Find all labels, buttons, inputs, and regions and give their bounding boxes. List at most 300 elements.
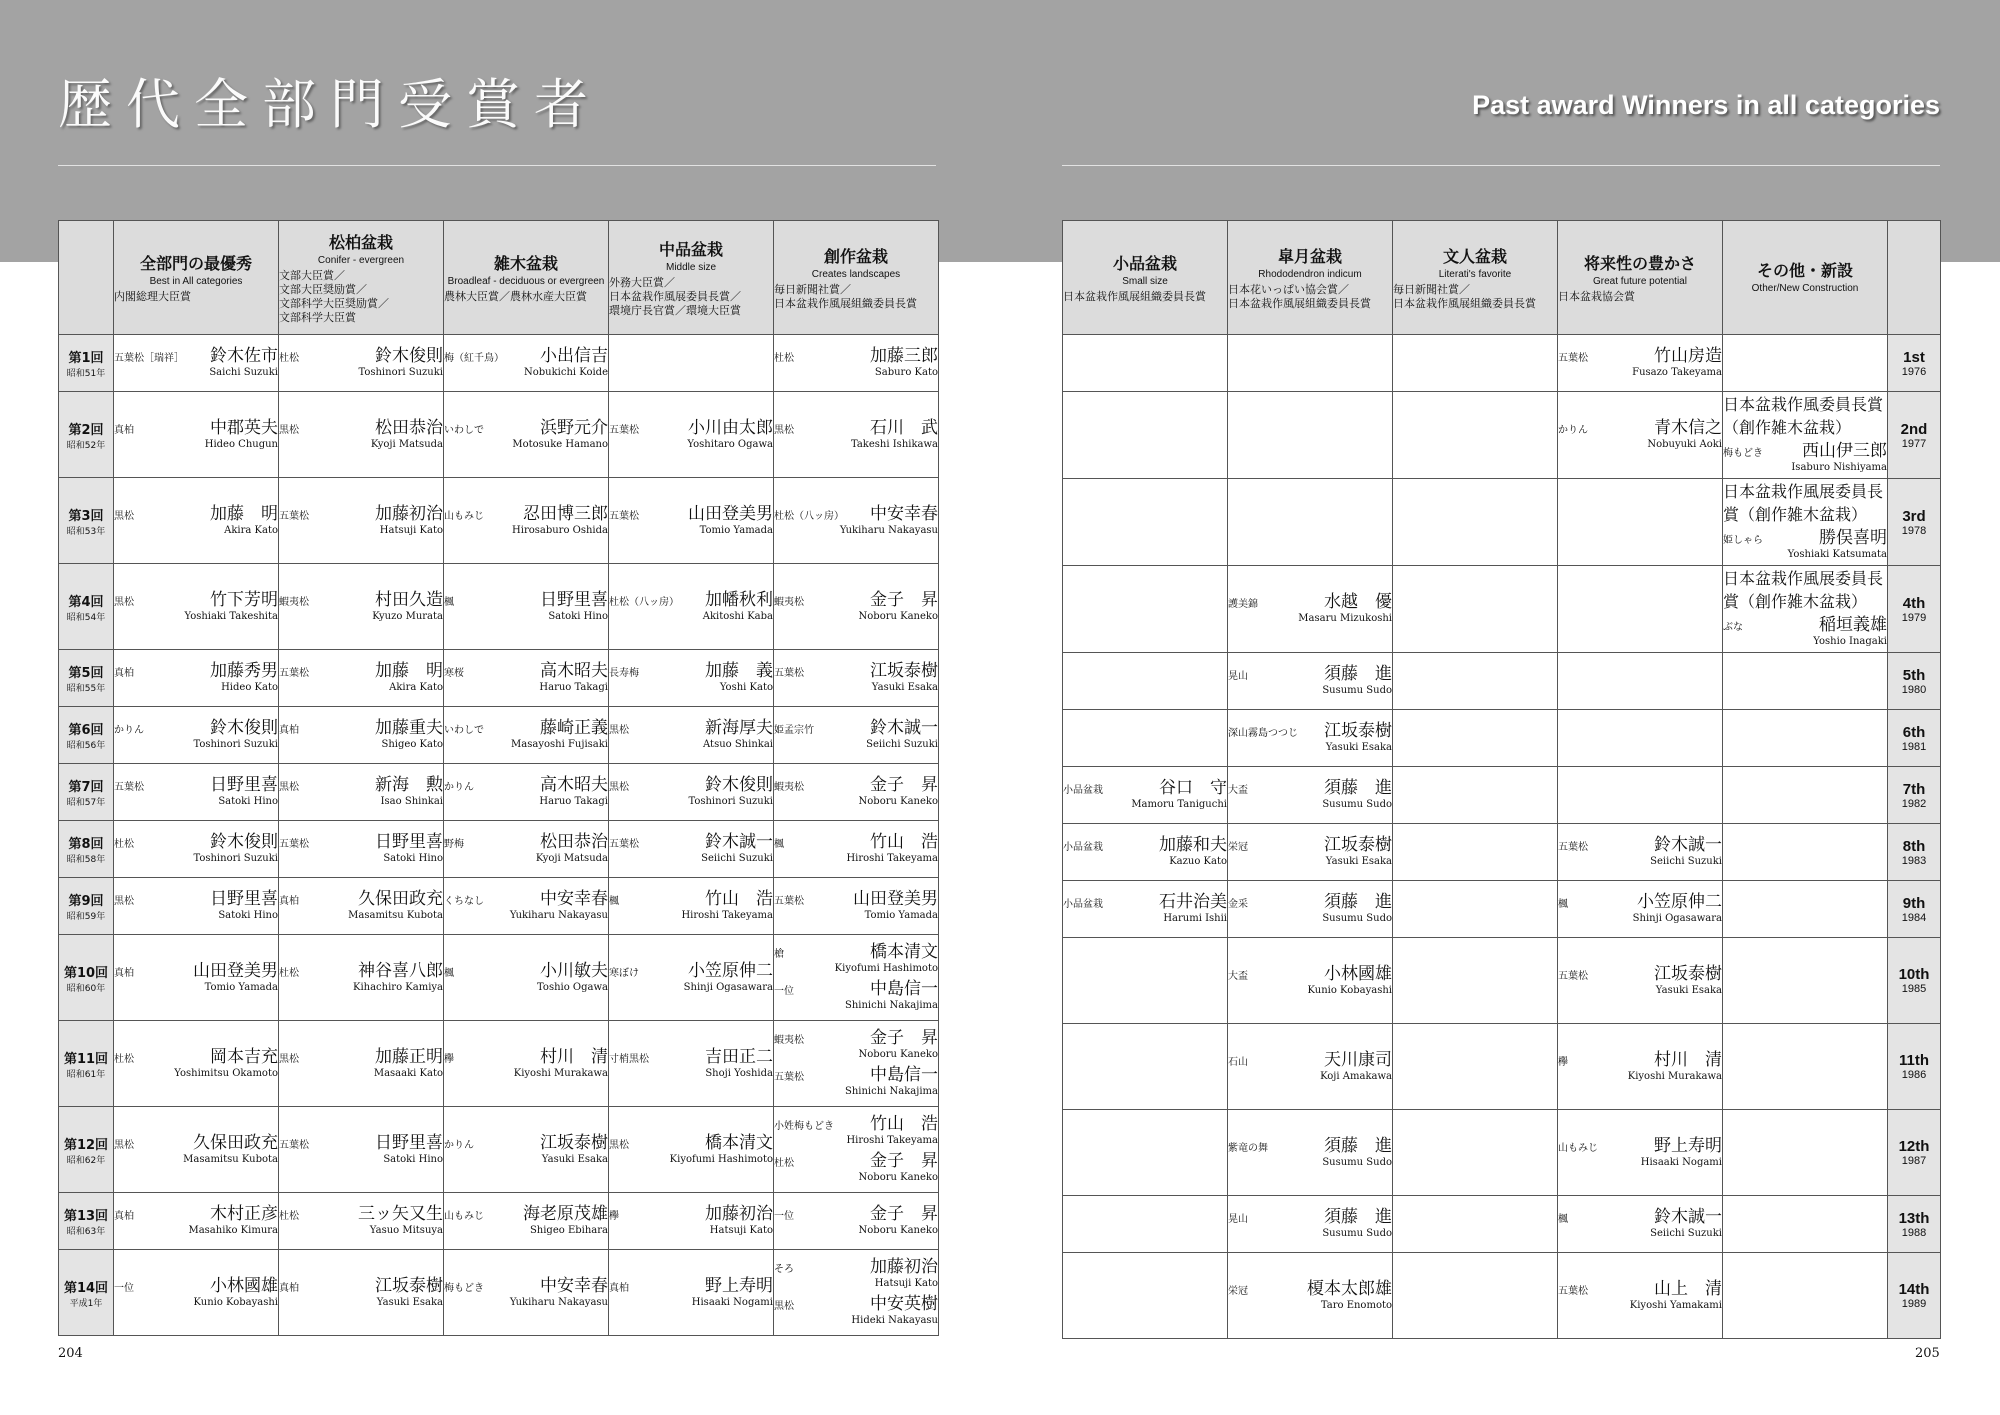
category-title-en: Other/New Construction <box>1751 283 1859 294</box>
round-number: 第2回 <box>68 422 104 438</box>
winner-entry <box>444 661 608 695</box>
winner-romaji: Shigeo Ebihara <box>529 1225 608 1236</box>
table-row <box>1063 824 1941 881</box>
winner-name: 水越 優 <box>1324 592 1392 612</box>
winner-romaji: Toshinori Suzuki <box>358 367 443 378</box>
category-title-en: Great future potential <box>1593 276 1687 287</box>
tree-species: 五葉松 <box>279 510 309 522</box>
winner-romaji: Akira Kato <box>224 524 278 536</box>
winner-romaji: Toshinori Suzuki <box>193 853 278 864</box>
category-header <box>1393 221 1558 335</box>
tree-species: 黒松 <box>279 424 299 436</box>
winner-entry <box>1228 1136 1392 1170</box>
winner-entry <box>1063 892 1227 926</box>
tree-species: 石山 <box>1228 1056 1248 1068</box>
winner-name: 松田恭治 <box>375 417 443 438</box>
winner-romaji: Takeshi Ishikawa <box>850 438 938 450</box>
winner-entry <box>114 961 278 995</box>
winner-romaji: Yukiharu Nakayasu <box>509 1296 608 1308</box>
winner-romaji: Yasuo Mitsuya <box>369 1225 443 1236</box>
tree-species: 黒松 <box>279 1053 299 1065</box>
award-cell <box>1723 1110 1888 1196</box>
winner-romaji: Masayoshi Fujisaki <box>511 739 608 750</box>
award-cell <box>1228 824 1393 881</box>
special-award-name: 日本盆栽作風展委員長賞 <box>1723 569 1884 611</box>
table-row <box>59 764 939 821</box>
round-year: 1984 <box>1901 911 1927 924</box>
tree-species: 黒松 <box>114 510 134 522</box>
tree-species: 小姓梅もどき <box>774 1121 834 1132</box>
tree-species: 黒松 <box>114 596 134 608</box>
round-era: 昭和62年 <box>66 1155 106 1166</box>
winner-name: 木村正彦 <box>210 1204 278 1224</box>
winner-entry <box>444 775 608 809</box>
tree-species: 山もみじ <box>1558 1142 1598 1154</box>
winner-entry <box>1228 1279 1392 1313</box>
award-cell <box>774 1250 939 1336</box>
winner-name: 鈴木俊則 <box>705 775 773 795</box>
winner-romaji: Seiichi Suzuki <box>1650 856 1722 867</box>
award-cell <box>1228 1253 1393 1339</box>
tree-species: 山もみじ <box>444 1211 484 1222</box>
tree-species: 真柏 <box>114 668 134 679</box>
winner-romaji: Yoshimitsu Okamoto <box>174 1067 278 1079</box>
tree-species: 梅もどき <box>1723 448 1763 459</box>
winner-name: 金子 昇 <box>870 589 938 610</box>
round-label-jp <box>59 707 114 764</box>
tree-species: 真柏 <box>114 424 134 436</box>
winner-romaji: Kazuo Kato <box>1169 856 1227 867</box>
category-award: 毎日新聞社賞／ 日本盆栽作風展組織委員長賞 <box>774 283 917 310</box>
winner-romaji: Yasuki Esaka <box>1655 984 1722 996</box>
award-cell <box>1063 653 1228 710</box>
winner-romaji: Noboru Kaneko <box>858 796 938 807</box>
winner-entry <box>444 1133 608 1167</box>
winner-romaji: Yoshitaro Ogawa <box>687 438 773 450</box>
winner-name: 中安幸春 <box>540 1275 608 1296</box>
round-label-en <box>1888 392 1941 479</box>
winner-entry <box>774 1204 938 1238</box>
winner-entry <box>1063 778 1227 812</box>
winner-romaji: Yoshio Inagaki <box>1813 636 1887 647</box>
category-title-en: Literati's favorite <box>1438 269 1512 280</box>
tree-species: 欅 <box>1558 1056 1568 1068</box>
table-row <box>1063 392 1941 479</box>
category-title-en: Middle size <box>665 262 717 273</box>
winner-romaji: Isaburo Nishiyama <box>1791 462 1887 473</box>
winner-romaji: Hideo Kato <box>221 682 278 693</box>
tree-species: 梅もどき <box>444 1282 484 1294</box>
winner-entry <box>1558 1279 1722 1313</box>
tree-species: 蝦夷松 <box>774 596 804 608</box>
winner-name: 加幡秋利 <box>705 589 773 610</box>
award-cell <box>279 707 444 764</box>
winner-entry <box>444 346 608 380</box>
winner-entry <box>1558 892 1722 926</box>
winner-romaji: Yukiharu Nakayasu <box>509 910 608 921</box>
tree-species: 小品盆栽 <box>1063 785 1103 796</box>
winner-entry <box>114 832 278 866</box>
table-row <box>1063 1253 1941 1339</box>
award-cell <box>114 821 279 878</box>
winner-romaji: Masamitsu Kubota <box>183 1153 278 1165</box>
winner-romaji: Yasuki Esaka <box>871 682 938 693</box>
winner-romaji: Kunio Kobayashi <box>193 1296 278 1308</box>
award-cell <box>114 1250 279 1336</box>
round-label-en <box>1888 335 1941 392</box>
award-cell <box>444 392 609 478</box>
round-number: 第5回 <box>68 666 104 681</box>
winner-name: 江坂泰樹 <box>1324 721 1392 741</box>
tree-species: 楓 <box>1558 1214 1568 1225</box>
category-title-jp: 全部門の最優秀 <box>139 254 252 273</box>
winner-name: 須藤 進 <box>1324 1135 1392 1156</box>
tree-species: 真柏 <box>279 896 299 907</box>
award-cell <box>1063 767 1228 824</box>
tree-species: 欅 <box>444 1053 454 1065</box>
award-cell <box>609 707 774 764</box>
winner-romaji: Harumi Ishii <box>1163 913 1227 924</box>
award-cell <box>114 1021 279 1107</box>
round-label-en <box>1888 479 1941 566</box>
tree-species: 大盃 <box>1228 970 1248 982</box>
award-cell <box>1393 1110 1558 1196</box>
category-title-en: Creates landscapes <box>811 269 901 280</box>
winner-entry <box>774 346 938 380</box>
winner-name: 加藤 明 <box>210 503 278 524</box>
tree-species: 五葉松 <box>609 424 639 436</box>
winner-romaji: Akira Kato <box>389 682 443 693</box>
winner-romaji: Hiroshi Takeyama <box>846 853 938 864</box>
winner-name: 村川 清 <box>1654 1049 1722 1070</box>
award-cell <box>114 478 279 564</box>
winner-name: 加藤三郎 <box>870 346 938 366</box>
round-number: 第1回 <box>68 351 104 366</box>
tree-species: 護美錦 <box>1228 599 1258 610</box>
category-title-jp: 松柏盆栽 <box>328 233 393 252</box>
award-cell <box>1723 824 1888 881</box>
winner-entry <box>774 775 938 809</box>
table-row <box>59 392 939 478</box>
winner-entry <box>609 889 773 923</box>
award-cell <box>1063 938 1228 1024</box>
tree-species: 真柏 <box>114 967 134 979</box>
category-title-en: Rhododendron indicum <box>1258 269 1362 280</box>
award-cell <box>444 878 609 935</box>
round-era: 昭和53年 <box>66 526 106 537</box>
award-cell <box>1558 566 1723 653</box>
round-label-en <box>1888 938 1941 1024</box>
award-cell <box>1558 653 1723 710</box>
award-cell <box>444 335 609 392</box>
winner-entry <box>114 346 278 380</box>
winner-name: 江坂泰樹 <box>1654 963 1722 984</box>
tree-species: 杜松（八ッ房） <box>609 596 679 608</box>
winner-name: 小川由太郎 <box>688 417 773 438</box>
award-cell <box>1063 1196 1228 1253</box>
tree-species: 深山霧島つつじ <box>1228 728 1298 739</box>
award-cell <box>279 878 444 935</box>
winner-name: 日野里喜 <box>210 775 278 795</box>
table-row <box>1063 767 1941 824</box>
tree-species: いわしで <box>444 725 484 736</box>
winner-entry <box>114 504 278 538</box>
winner-romaji: Yukiharu Nakayasu <box>839 524 938 536</box>
table-row <box>59 878 939 935</box>
winner-name: 小笠原伸二 <box>688 960 773 981</box>
winner-romaji: Kiyoshi Yamakami <box>1629 1299 1722 1311</box>
round-label-jp <box>59 1193 114 1250</box>
winner-name: 加藤初治 <box>870 1257 938 1277</box>
award-cell <box>1723 653 1888 710</box>
category-header <box>1723 221 1888 335</box>
round-label-jp <box>59 564 114 650</box>
winner-name: 加藤和夫 <box>1159 835 1227 855</box>
winner-romaji: Hisaaki Nogami <box>1640 1156 1722 1168</box>
tree-species: 野梅 <box>444 839 464 850</box>
table-row <box>1063 1110 1941 1196</box>
winner-name: 竹下芳明 <box>210 589 278 610</box>
winner-romaji: Hideki Nakayasu <box>851 1315 938 1326</box>
winner-romaji: Seiichi Suzuki <box>1650 1228 1722 1239</box>
tree-species: 姫しゃら <box>1723 535 1763 546</box>
winner-romaji: Hiroshi Takeyama <box>846 1135 938 1146</box>
winner-name: 小林國雄 <box>210 1275 278 1296</box>
award-cell <box>1558 479 1723 566</box>
winner-entry <box>609 504 773 538</box>
winner-entry <box>609 1047 773 1081</box>
winner-entry <box>279 832 443 866</box>
winner-entry <box>1228 964 1392 998</box>
award-cell <box>114 335 279 392</box>
tree-species: 黒松 <box>774 424 794 436</box>
winner-name: 須藤 進 <box>1324 664 1392 684</box>
tree-species: 五葉松 <box>114 782 144 793</box>
winner-name: 村川 清 <box>540 1046 608 1067</box>
tree-species: 寒桜 <box>444 668 464 679</box>
tree-species: 杜松 <box>279 1211 299 1222</box>
tree-species: 山もみじ <box>444 510 484 522</box>
winner-entry <box>609 832 773 866</box>
award-cell <box>1558 710 1723 767</box>
award-cell <box>1228 653 1393 710</box>
award-cell <box>609 1021 774 1107</box>
round-ordinal: 14th <box>1898 1281 1930 1298</box>
winner-entry <box>609 1276 773 1310</box>
winner-entry <box>774 661 938 695</box>
winner-romaji: Satoki Hino <box>548 610 608 622</box>
round-ordinal: 8th <box>1902 837 1926 855</box>
award-cell <box>1393 392 1558 479</box>
winner-name: 神谷喜八郎 <box>358 960 443 981</box>
winner-entry <box>444 1047 608 1081</box>
award-cell <box>1393 335 1558 392</box>
award-cell <box>609 1193 774 1250</box>
winner-name: 谷口 守 <box>1159 778 1227 798</box>
winner-name: 竹山 浩 <box>705 889 773 909</box>
winner-romaji: Susumu Sudo <box>1322 1156 1392 1168</box>
winner-entry <box>279 1133 443 1167</box>
award-cell <box>279 821 444 878</box>
winner-name: 野上寿明 <box>1654 1135 1722 1156</box>
award-cell <box>279 935 444 1021</box>
winner-entry <box>609 418 773 452</box>
award-cell <box>114 1193 279 1250</box>
round-number: 第12回 <box>63 1137 109 1153</box>
winner-name: 加藤重夫 <box>375 718 443 738</box>
round-era: 昭和54年 <box>66 612 106 623</box>
table-row <box>59 1250 939 1336</box>
winner-name: 忍田博三郎 <box>523 503 608 524</box>
winner-name: 中安英樹 <box>870 1294 938 1314</box>
winner-entry <box>114 661 278 695</box>
round-ordinal: 3rd <box>1902 507 1926 525</box>
table-row <box>1063 335 1941 392</box>
tree-species: 五葉松 <box>1558 353 1588 364</box>
tree-species: 小品盆栽 <box>1063 899 1103 910</box>
winner-name: 鈴木誠一 <box>1654 1207 1722 1227</box>
winner-romaji: Masaru Mizukoshi <box>1298 613 1392 624</box>
round-label-jp <box>59 821 114 878</box>
round-label-jp <box>59 335 114 392</box>
tree-species: 栄冠 <box>1228 842 1248 853</box>
award-cell <box>1393 881 1558 938</box>
winner-romaji: Satoki Hino <box>383 853 443 864</box>
tree-species: 真柏 <box>114 1211 134 1222</box>
tree-species: 黒松 <box>279 782 299 793</box>
tree-species: 杜松（八ッ房） <box>774 510 844 522</box>
table-row <box>1063 710 1941 767</box>
header-row <box>59 221 939 335</box>
award-cell <box>1228 881 1393 938</box>
winner-entry <box>774 1028 938 1062</box>
award-cell <box>1063 1253 1228 1339</box>
winner-entry <box>609 661 773 695</box>
tree-species: 杜松 <box>114 1053 134 1065</box>
award-cell <box>609 935 774 1021</box>
award-cell <box>279 478 444 564</box>
round-number: 第7回 <box>68 780 104 795</box>
winner-entry <box>279 1276 443 1310</box>
winner-entry <box>609 718 773 752</box>
award-cell <box>444 478 609 564</box>
award-cell <box>609 1250 774 1336</box>
award-cell <box>1393 1253 1558 1339</box>
winner-entry <box>444 1276 608 1310</box>
winner-name: 加藤秀男 <box>210 661 278 681</box>
award-cell <box>1558 1110 1723 1196</box>
winner-name: 小川敏夫 <box>540 960 608 981</box>
winner-romaji: Masamitsu Kubota <box>348 910 443 921</box>
winner-name: 高木昭夫 <box>540 661 608 681</box>
round-ordinal: 13th <box>1898 1209 1930 1227</box>
winner-entry <box>1228 892 1392 926</box>
winner-romaji: Hideo Chugun <box>204 438 278 450</box>
award-cell <box>279 1193 444 1250</box>
winner-romaji: Noboru Kaneko <box>858 1172 938 1183</box>
round-number: 第4回 <box>68 594 104 610</box>
tree-species: 杜松 <box>114 839 134 850</box>
page-title-en: Past award Winners in all categories <box>1472 90 1940 120</box>
award-cell <box>1393 653 1558 710</box>
winner-romaji: Susumu Sudo <box>1322 685 1392 696</box>
winner-name: 山田登美男 <box>688 503 773 524</box>
winner-name: 中郡英夫 <box>210 417 278 438</box>
winner-entry <box>1558 346 1722 380</box>
award-cell <box>1228 767 1393 824</box>
winner-name: 竹山 浩 <box>870 1114 938 1134</box>
winner-name: 野上寿明 <box>705 1275 773 1296</box>
tree-species: 楓 <box>609 896 619 907</box>
round-ordinal: 1st <box>1903 348 1925 366</box>
winner-romaji: Mamoru Taniguchi <box>1131 799 1227 810</box>
round-label-jp <box>59 935 114 1021</box>
winner-romaji: Tomio Yamada <box>699 524 773 536</box>
category-title-jp: 雑木盆栽 <box>493 254 558 273</box>
winner-entry <box>774 1151 938 1185</box>
award-cell <box>1228 392 1393 479</box>
winner-name: 鈴木誠一 <box>870 718 938 738</box>
award-cell <box>774 821 939 878</box>
winner-romaji: Tomio Yamada <box>864 910 938 921</box>
winner-entry <box>774 979 938 1013</box>
winner-entry <box>114 1047 278 1081</box>
award-cell <box>1228 1196 1393 1253</box>
round-year: 1983 <box>1901 854 1927 867</box>
winner-name: 藤崎正義 <box>540 718 608 738</box>
table-row <box>59 564 939 650</box>
award-cell <box>1393 1196 1558 1253</box>
award-cell <box>774 564 939 650</box>
winner-romaji: Yasuki Esaka <box>376 1296 443 1308</box>
award-cell <box>1558 938 1723 1024</box>
tree-species: 五葉松 <box>279 839 309 850</box>
tree-species: 五葉松 <box>774 896 804 907</box>
tree-species: 晃山 <box>1228 1214 1248 1225</box>
winner-name: 鈴木俊則 <box>210 718 278 738</box>
tree-species: 黒松 <box>114 1139 134 1151</box>
award-cell <box>609 392 774 478</box>
winner-name: 久保田政充 <box>193 1132 278 1153</box>
winner-name: 金子 昇 <box>870 1028 938 1048</box>
category-header <box>114 221 279 335</box>
winner-romaji: Atsuo Shinkai <box>703 739 773 750</box>
winner-romaji: Hatsuji Kato <box>709 1225 773 1236</box>
award-cell <box>609 821 774 878</box>
award-cell <box>774 392 939 478</box>
award-cell <box>1558 767 1723 824</box>
round-era: 昭和51年 <box>66 369 106 379</box>
winner-romaji: Kiyofumi Hashimoto <box>834 963 938 974</box>
tree-species: かりん <box>444 782 474 793</box>
award-cell <box>1558 881 1723 938</box>
winner-entry <box>609 961 773 995</box>
winner-entry <box>114 1133 278 1167</box>
round-number: 第13回 <box>63 1209 109 1224</box>
category-award: 日本花いっぱい協会賞／ 日本盆栽作風展組織委員長賞 <box>1228 283 1371 310</box>
tree-species: 紫竜の舞 <box>1228 1142 1268 1154</box>
tree-species: 姫孟宗竹 <box>774 725 814 736</box>
award-cell <box>279 1250 444 1336</box>
category-header <box>444 221 609 335</box>
winner-entry <box>609 590 773 624</box>
category-header <box>774 221 939 335</box>
winner-romaji: Seiichi Suzuki <box>701 853 773 864</box>
round-era: 昭和56年 <box>66 741 106 751</box>
tree-species: 五葉松 <box>609 510 639 522</box>
tree-species: 五葉松 <box>279 1139 309 1151</box>
round-label-jp <box>59 392 114 478</box>
